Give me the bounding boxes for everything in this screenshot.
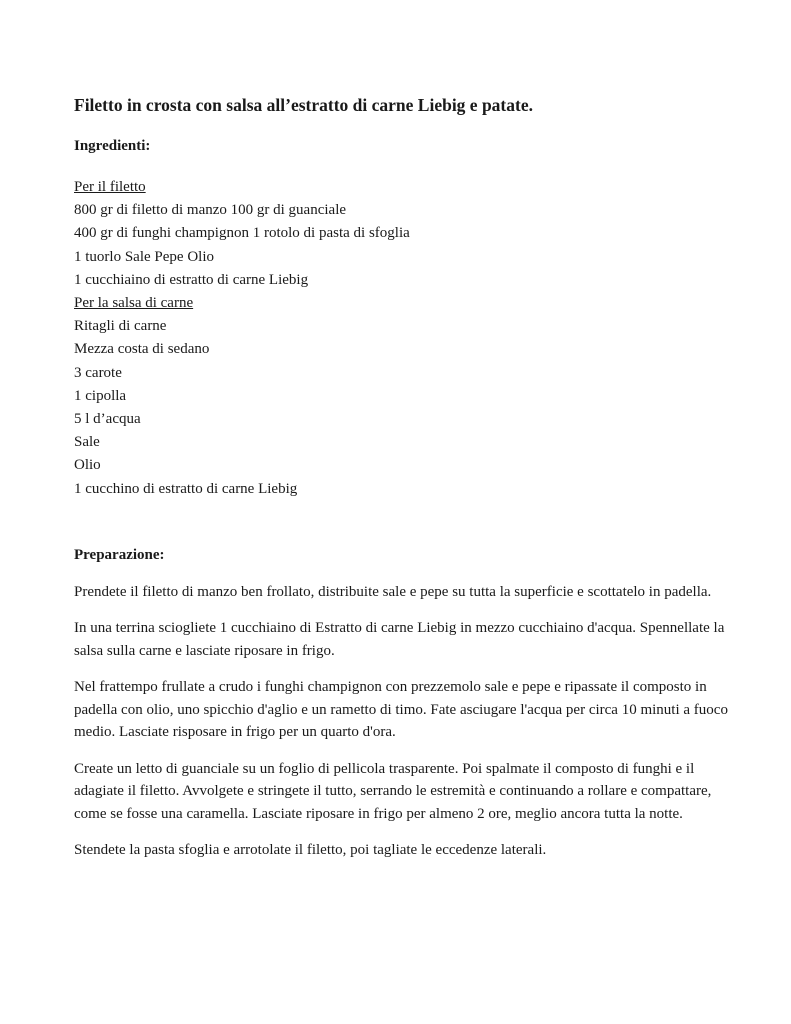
preparation-heading: Preparazione: <box>74 546 165 563</box>
ingredient-line: 800 gr di filetto di manzo 100 gr di guanciale <box>74 202 347 219</box>
ingredient-line: 3 carote <box>74 364 122 381</box>
ingredient-line: Sale <box>74 434 100 451</box>
preparation-paragraph: In una terrina sciogliete 1 cucchiaino di Estratto di carne Liebig in mezzo cucchiaino d'acqua. Spennellate la salsa sulla carne e lasciate riposare in frigo. <box>74 620 725 659</box>
preparation-paragraph: Nel frattempo frullate a crudo i funghi champignon con prezzemolo sale e pepe e ripassate il composto in padella con olio, uno spicchio d'aglio e un rametto di timo. Fate asciugare l'acqua per circa 10 minuti a fuoco medio. Lasciate risposare in frigo per un quarto d'ora. <box>74 679 728 741</box>
ingredient-subheading-filetto: Per il filetto <box>74 179 146 195</box>
ingredient-line: 1 cipolla <box>74 387 127 404</box>
ingredient-line: 1 cucchiaino di estratto di carne Liebig <box>74 271 309 288</box>
ingredient-line: Olio <box>74 457 101 474</box>
preparation-steps <box>74 581 734 862</box>
recipe-title: Filetto in crosta con salsa all’estratto di carne Liebig e patate. <box>74 95 533 115</box>
ingredient-line: 5 l d’acqua <box>74 411 141 428</box>
ingredient-line: Mezza costa di sedano <box>74 341 210 358</box>
ingredient-line: 1 tuorlo Sale Pepe Olio <box>74 248 214 265</box>
preparation-paragraph: Stendete la pasta sfoglia e arrotolate il filetto, poi tagliate le eccedenze laterali. <box>74 842 547 859</box>
ingredient-line: Ritagli di carne <box>74 318 167 335</box>
ingredients-list <box>74 176 734 501</box>
ingredients-heading: Ingredienti: <box>74 138 151 154</box>
preparation-paragraph: Create un letto di guanciale su un foglio di pellicola trasparente. Poi spalmate il composto di funghi e il adagiate il filetto. Avvolgete e stringete il tutto, serrando le estremità e continuando a rollare e compattare, come se fosse una caramella. Lasciate riposare in frigo per almeno 2 ore, meglio ancora tutta la notte. <box>74 760 712 822</box>
document-page <box>74 94 734 876</box>
ingredient-subheading-salsa: Per la salsa di carne <box>74 295 194 312</box>
ingredient-line: 400 gr di funghi champignon 1 rotolo di pasta di sfoglia <box>74 225 410 242</box>
ingredient-line: 1 cucchino di estratto di carne Liebig <box>74 480 298 497</box>
preparation-paragraph: Prendete il filetto di manzo ben frollato, distribuite sale e pepe su tutta la superficie e scottatelo in padella. <box>74 583 712 600</box>
